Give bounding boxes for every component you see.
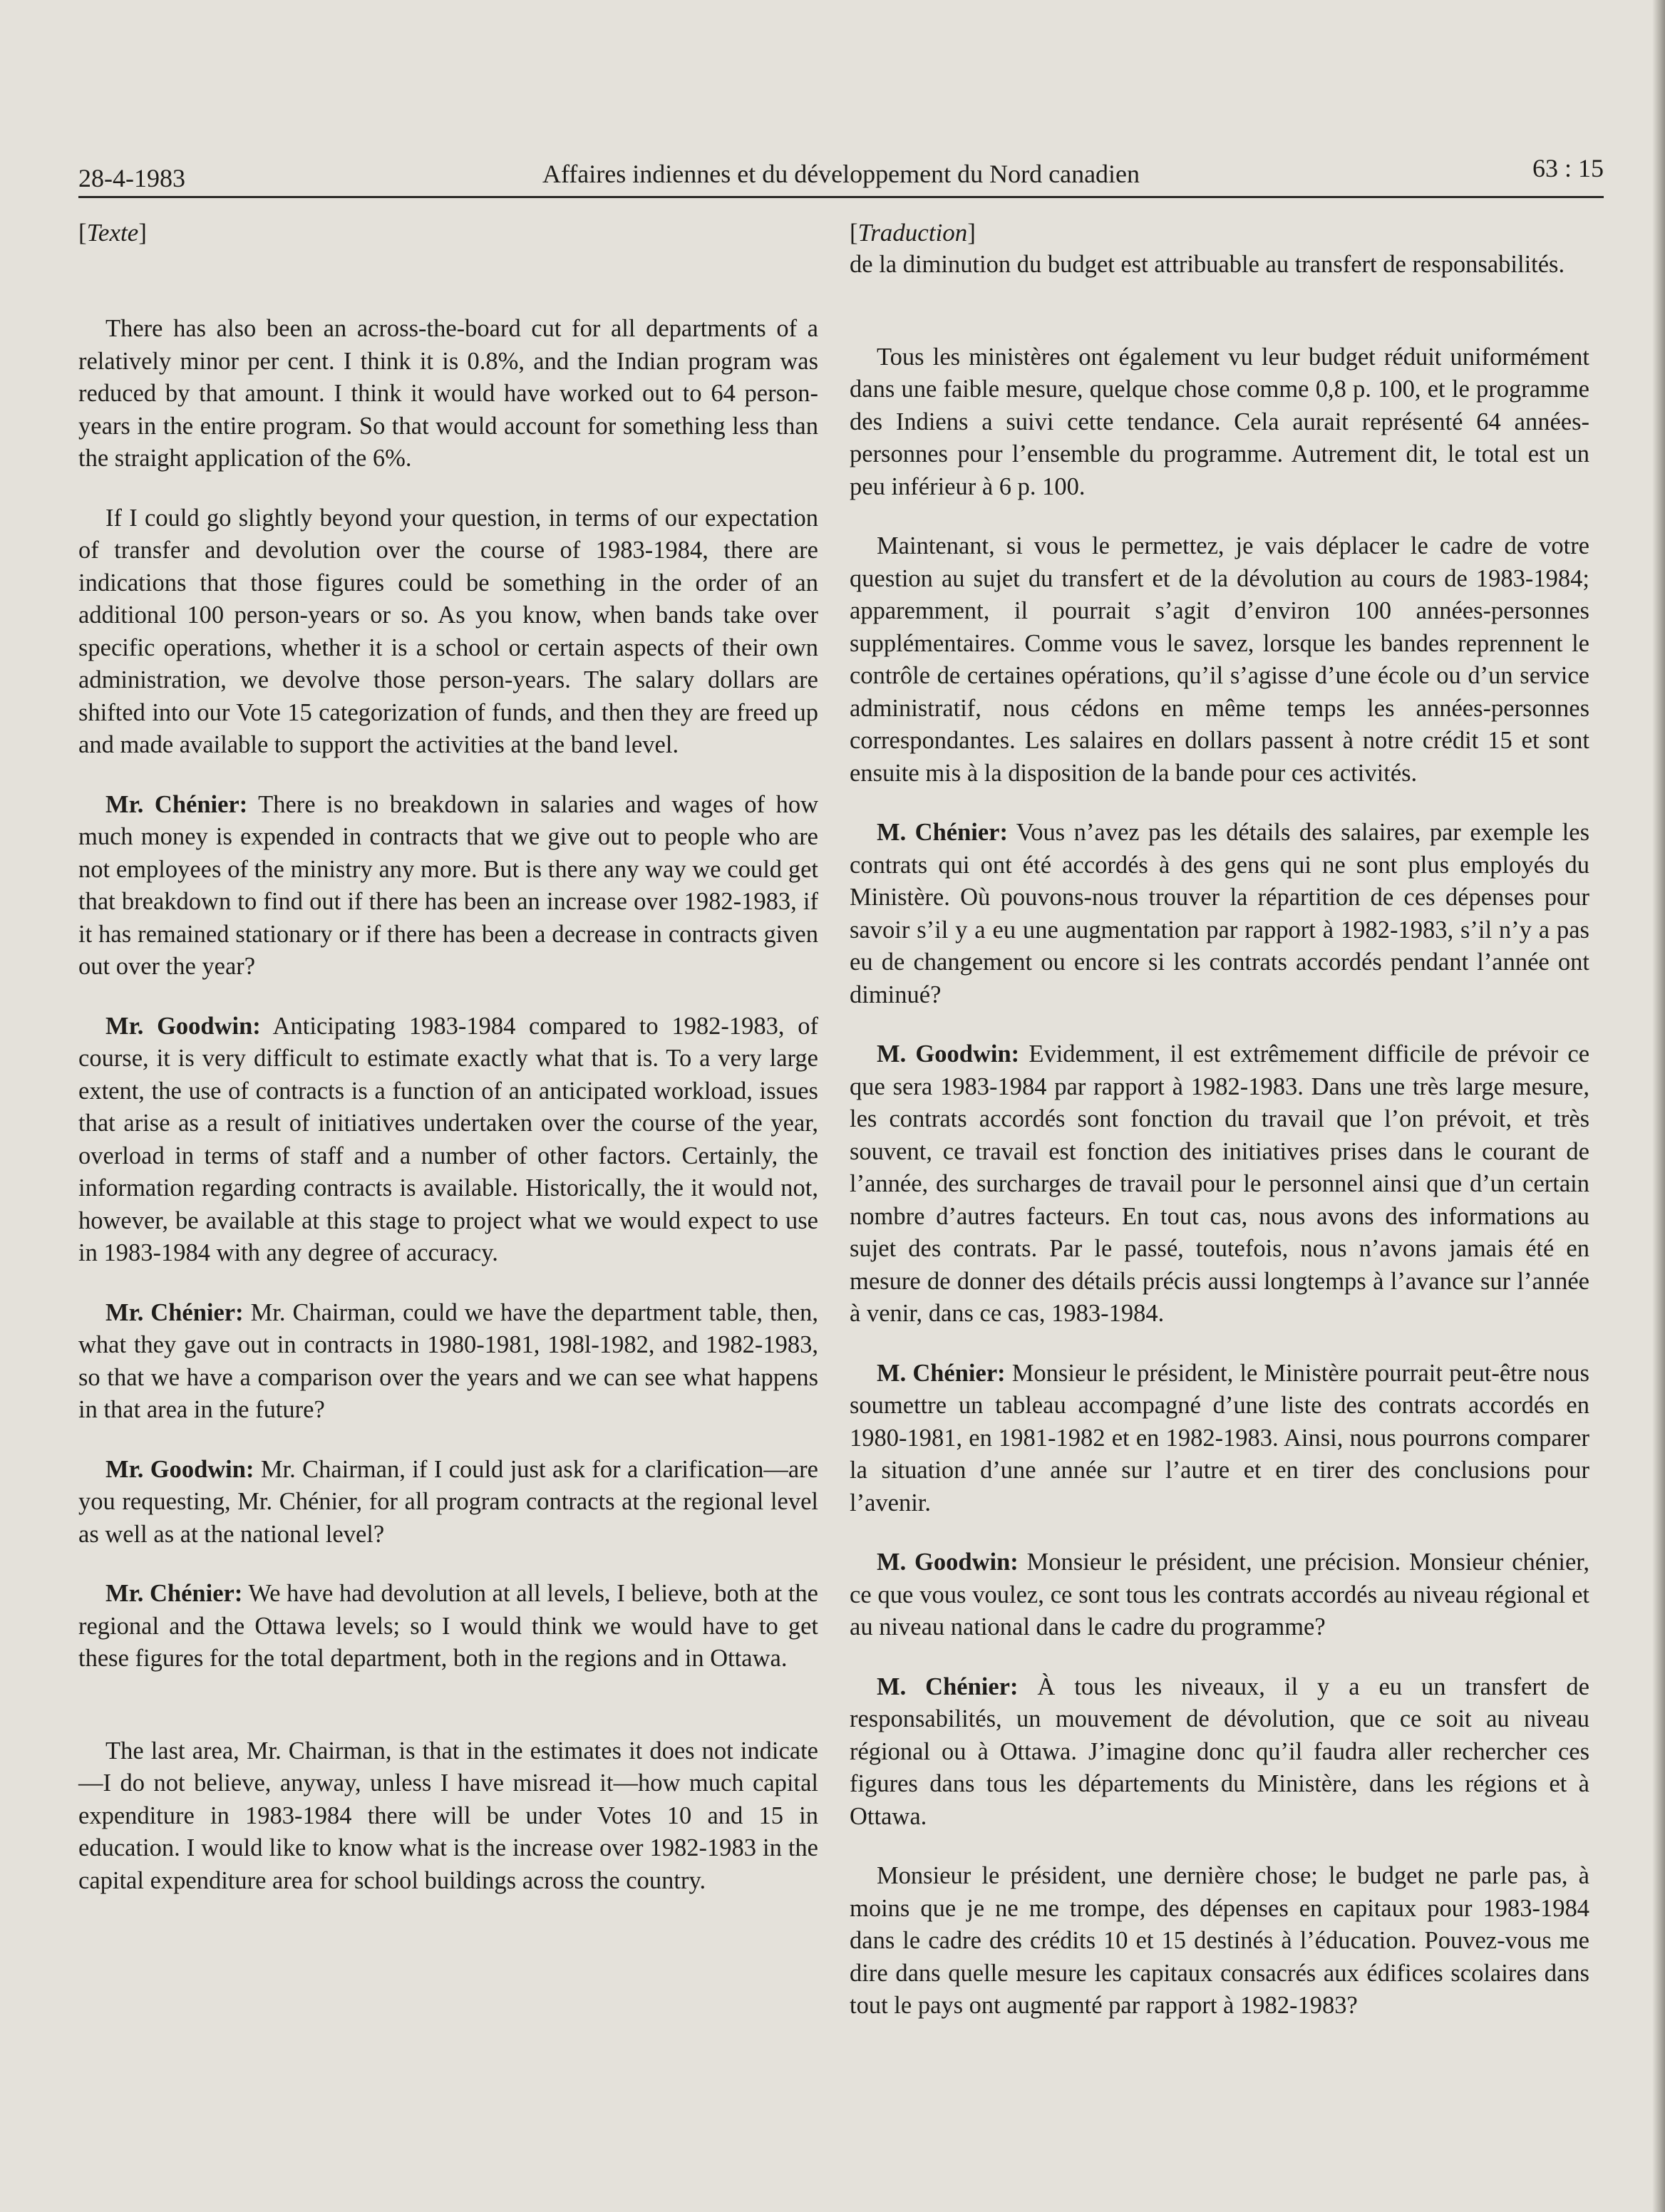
document-page [78,146,1604,2019]
paragraph: Mr. Chénier: We have had devolution at all levels, I believe, both at the regional and the Ottawa levels; so I would think we would have to get these figures for the total department, both in the regions and in Ottawa. [78,1580,818,1672]
page-header [78,146,1604,198]
english-column [78,217,818,1924]
column-label-english: [Texte] [78,219,147,247]
paragraph: Mr. Goodwin: Anticipating 1983-1984 compared to 1982-1983, of course, it is very difficult to estimate exactly what that is. To a very large extent, the use of contracts is a function of an anticipated workload, issues that arise as a result of initiatives undertaken over the course of the year, overload in terms of staff and a number of other factors. Certainly, the information regarding contracts is available. Historically, the it would not, however, be available at this stage to project what we would expect to use in 1983-1984 with any degree of accuracy. [78,1012,818,1266]
page-edge-shadow [1652,0,1665,2212]
paragraph: M. Goodwin: Monsieur le président, une précision. Monsieur chénier, ce que vous voulez, ce sont tous les contrats accordés au niveau régional et au niveau national dans le cadre du programme? [850,1549,1589,1640]
paragraph: If I could go slightly beyond your question, in terms of our expectation of transfer and devolution over the course of 1983-1984, there are indications that those figures could be something in the order of an additional 100 person-years or so. As you know, when bands take over specific operations, whether it is a school or certain aspects of their own administration, we devolve those person-years. The salary dollars are shifted into our Vote 15 categorization of funds, and then they are freed up and made available to support the activities at the band level. [78,504,818,758]
paragraph: Mr. Chénier: There is no breakdown in salaries and wages of how much money is expended in contracts that we give out to people who are not employees of the ministry any more. But is there any way we could get that breakdown to find out if there has been an increase over 1982-1983, if it has remained stationary or if there has been a decrease in contracts given out over the year? [78,790,819,980]
paragraph: M. Goodwin: Evidemment, il est extrêmement difficile de prévoir ce que sera 1983-1984 par rapport à 1982-1983. Dans une très large mesure, les contrats accordés sont fonction du travail que l’on prévoit, et très souvent, ce travail est fonction des initiatives prises dans le courant de l’année, des surcharges de travail pour le personnel ainsi que d’un certain nombre d’autres facteurs. En tout cas, nous avons des informations au sujet des contrats. Par le passé, toutefois, nous n’avons jamais été en mesure de donner des détails précis aussi longtemps à l’avance sur l’année à venir, dans ce cas, 1983-1984. [850,1040,1590,1327]
column-label-french: [Traduction] [850,219,976,247]
header-title: Affaires indiennes et du développement du Nord canadien [542,160,1140,188]
paragraph: M. Chénier: Vous n’avez pas les détails des salaires, par exemple les contrats qui ont été accordés à des gens qui ne sont plus employés du Ministère. Où pouvons-nous trouver la répartition de ces dépenses pour savoir s’il y a eu une augmentation par rapport à 1982-1983, s’il n’y a pas eu de changement ou encore si les contrats accordés pendant l’année ont diminué? [850,819,1589,1008]
header-page-number: 63 : 15 [1532,154,1604,182]
paragraph: The last area, Mr. Chairman, is that in the estimates it does not indicate—I do not believe, anyway, unless I have misread it—how much capital expenditure in 1983-1984 there will be under Votes 10 and 15 in education. I would like to know what is the increase over 1982-1983 in the capital expenditure area for school buildings across the country. [78,1737,818,1894]
paragraph: de la diminution du budget est attribuable au transfert de responsabilités. [850,251,1565,278]
paragraph: Monsieur le président, une dernière chose; le budget ne parle pas, à moins que je ne me trompe, des dépenses en capitaux pour 1983-1984 dans le cadre des crédits 10 et 15 destinés à l’éducation. Pouvez-vous me dire dans quelle mesure les capitaux consacrés aux édifices scolaires dans tout le pays ont augmenté par rapport à 1982-1983? [850,1862,1589,2019]
paragraph: Tous les ministères ont également vu leur budget réduit uniformément dans une faible mesure, quelque chose comme 0,8 p. 100, et le programme des Indiens a suivi cette tendance. Cela aurait représenté 64 années-personnes pour l’ensemble du programme. Autrement dit, le total est un peu inférieur à 6 p. 100. [850,343,1589,500]
paragraph: M. Chénier: À tous les niveaux, il y a eu un transfert de responsabilités, un mouvement de dévolution, que ce soit au niveau régional ou à Ottawa. J’imagine donc qu’il faudra aller rechercher ces figures dans tous les départements du Ministère, dans les régions et à Ottawa. [850,1673,1589,1830]
header-date: 28-4-1983 [78,164,185,192]
paragraph: Mr. Chénier: Mr. Chairman, could we have the department table, then, what they gave out in contracts in 1980-1981, 198l-1982, and 1982-1983, so that we have a comparison over the years and we can see what happens in that area in the future? [78,1298,818,1423]
paragraph: There has also been an across-the-board cut for all departments of a relatively minor per cent. I think it is 0.8%, and the Indian program was reduced by that amount. I think it would have worked out to 64 person-years in the entire program. So that would account for something less than the straight application of the 6%. [78,315,818,472]
french-column [850,217,1589,2050]
paragraph: M. Chénier: Monsieur le président, le Ministère pourrait peut-être nous soumettre un tableau accompagné d’une liste des contrats accordés en 1980-1981, en 1981-1982 et en 1982-1983. Ainsi, nous pourrons comparer la situation d’une année sur l’autre et en tirer des conclusions pour l’avenir. [850,1359,1589,1516]
paragraph: Mr. Goodwin: Mr. Chairman, if I could just ask for a clarification—are you requesting, Mr. Chénier, for all program contracts at the regional level as well as at the national level? [78,1455,818,1548]
paragraph: Maintenant, si vous le permettez, je vais déplacer le cadre de votre question au sujet du transfert et de la dévolution au cours de 1983-1984; apparemment, il pourrait s’agit d’environ 100 années-personnes supplémentaires. Comme vous le savez, lorsque les bandes reprennent le contrôle de certaines opérations, qu’il s’agisse d’une école ou d’un service administratif, nous cédons en même temps les années-personnes correspondantes. Les salaires en dollars passent à notre crédit 15 et sont ensuite mis à la disposition de la bande pour ces activités. [850,532,1589,787]
